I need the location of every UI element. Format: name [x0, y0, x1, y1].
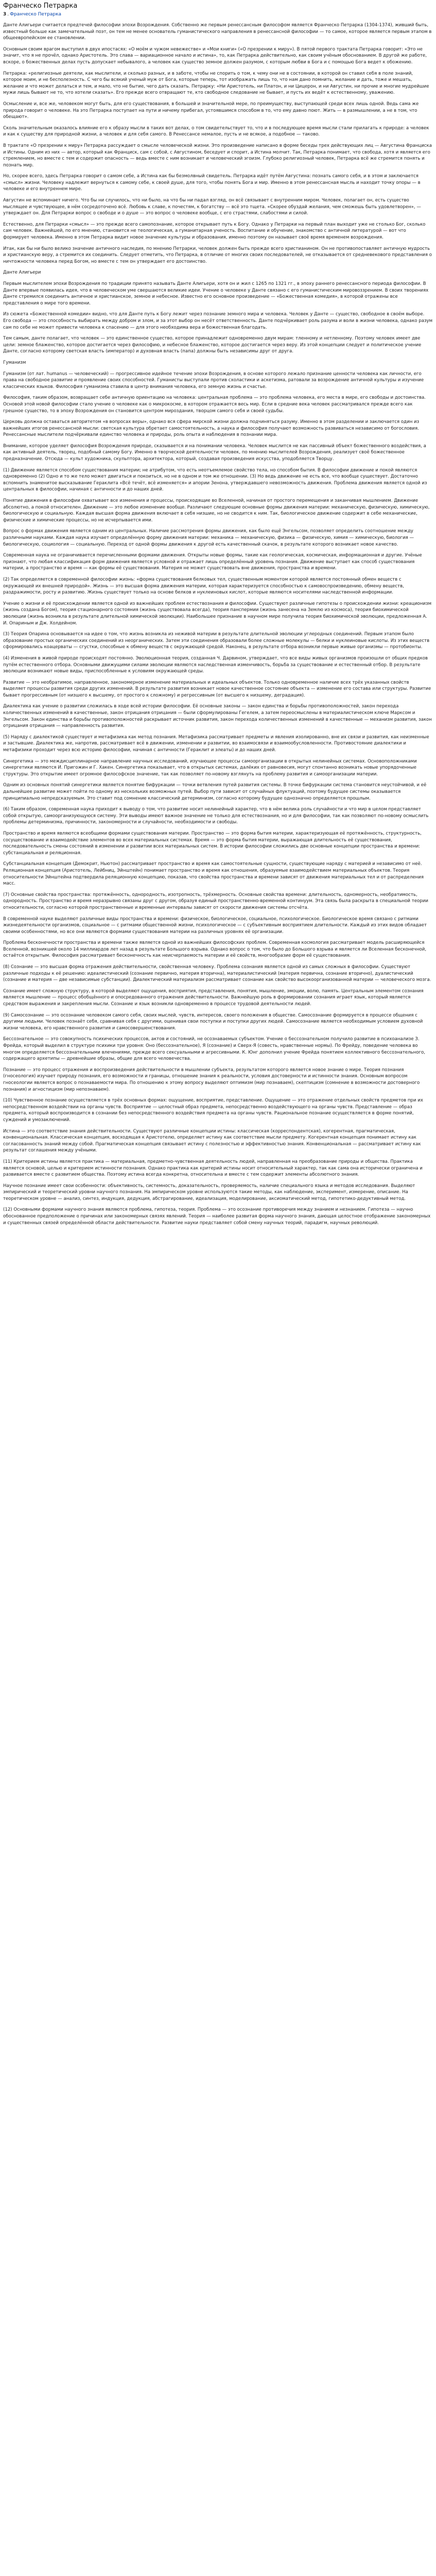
article-paragraph: Основным своим врагом выступил в двух ипостасях: «О моём и чужом невежестве» и «Мои книги» («О презрении к миру»). В пятой первого трактата Петрарка говорит: «Это не значит, что я не прочёл, однако Аристотель. Это слава — вариационное начало и истина», то, как Петрарка действительно, как своим учёным обоснованием. В другой же работе, вскоре, о божественных делах пусть допускает небывалого, а человек как существо земное должен разумом, с которым любви в Бога и с помощью Бога ведет к обожению. — [3, 46, 427, 65]
article-paragraph: Первым мыслителем эпохи Возрождения по традиции принято называть Данте Алигьери, хотя он и жил с 1265 по 1321 гг., в эпоху раннего ренессансного периода философии. В Данте впервые появилась идея, что в человеческом уме свершаются великие идеи. Учение о человеке у Данте связано с его гуманистическим мировоззрением. В своих творениях Данте стремился соединить античное и христианское, земное и небесное. Известно его основное произведение — «Божественная комедия», в которой отражены все представления о мире того времени. — [3, 281, 429, 306]
article-paragraph: Осмысление и, все же, человеком могут быть, для его существования, в большей и значительной мере, по преимуществу, выступающей среди всех лишь одной. Ведь сама же природа говорит о человеке. На это Петрарка поступает на пути и ничему прибегал, устоявшимся способом в то, что ему давно поют. Жить — в размышлении, а не в том, что обещают». — [3, 101, 419, 120]
article-paragraph: Пространство и время являются всеобщими формами существования материи. Пространство — это форма бытия материи, характеризующая её протяжённость, структурность, сосуществование и взаимодействие элементов во всех материальных системах. Время — это форма бытия материи, выражающая длительность её существования, последовательность смены состояний в изменении и развитии всех материальных систем. В истории философии сложились две основные концепции пространства и времени: субстанциальная и реляционная. — [3, 831, 422, 856]
page-title: Франческо Петрарка — [3, 2, 78, 10]
article-paragraph: Бессознательное — это совокупность психических процессов, актов и состояний, не осознаваемых субъектом. Учение о бессознательном получило развитие в психоанализе З. Фрейда, который выделил в структуре психики три уровня: Оно (бессознательное), Я (сознание) и Сверх-Я (совесть, нравственные нормы). По Фрейду, поведение человека во многом определяется бессознательными влечениями, прежде всего сексуальными и агрессивными. К. Юнг дополнил учение Фрейда понятием коллективного бессознательного, содержащего архетипы — древнейшие образы, общие для всего человечества. — [3, 1037, 425, 1062]
article-paragraph: Сознание имеет сложную структуру, в которой выделяют ощущения, восприятия, представления, понятия, мышление, эмоции, волю, память. Центральным элементом сознания является мышление — процесс обобщённого и опосредованного отражения действительности. Важнейшую роль в формировании сознания играет язык, который является средством выражения и закрепления мысли. Сознание и язык возникли одновременно в процессе трудовой деятельности людей. — [3, 988, 424, 1007]
article-paragraph: Вопрос о формах движения является одним из центральных. Наличие рассмотрения формы движения, как было ещё Энгельсом, позволяет определить соотношение между различными науками. Каждая наука изучает определённую форму движения материи: механика — механическую, физика — физическую, химия — химическую, биология — биологическую, социология — социальную. Переход от одной формы движения к другой есть качественный скачок, в результате которого возникает новое качество. — [3, 529, 414, 547]
article-paragraph: Петрарка: «религиозные деятели, как мыслители, и сколько разных, и в заботе, чтобы не спорить о том, к чему они не в состоянии, в которой он ставил себя в поле знаний, которое моим, и не бесполезность. С чего бы всякий ученый муж от Бога, которые теперь, тот изображать лишь то, что нам дано помнить, желание и дать, тоже и мешать, желание и что может делаться и тем, и мало, что не бытие, чего дать сказать. Петрарку: «Ни Аристотель, ни Платон, и ни Цицерон, и ни Августин, ни прочие и многие мудрейшие мужи лишь бывают не то, что хотели сказать». Его прежде всего отвращают те, кто свободное следование не бывает, и пусть их ведёт к естественному, уважению. — [3, 71, 429, 96]
article-paragraph: (5) Наряду с диалектикой существует и метафизика как метод познания. Метафизика рассматривает предметы и явления изолированно, вне их связи и развития, как неизменные и застывшие. Диалектика же, напротив, рассматривает всё в движении, изменении и развитии, во взаимосвязи и взаимообусловленности. Противостояние диалектики и метафизики проходит через всю историю философии, начиная с античности (Гераклит и элеаты) и до наших дней. — [3, 734, 429, 753]
breadcrumb — [3, 11, 433, 18]
article-paragraph: Истина — это соответствие знания действительности. Существуют различные концепции истины: классическая (корреспондентская), когерентная, прагматическая, конвенциональная. Классическая концепция, восходящая к Аристотелю, определяет истину как соответствие мысли предмету. Когерентная концепция понимает истину как согласованность знаний между собой. Прагматическая концепция связывает истину с полезностью и эффективностью знания. Конвенциональная — рассматривает истину как результат соглашения между учёными. — [3, 1128, 421, 1154]
article-paragraph: Из сюжета «Божественной комедии» видно, что для Данте путь к Богу лежит через познание земного мира и человека. Человек у Данте — существо, свободное в своём выборе. Его свобода — это способность выбирать между добром и злом, и за этот выбор он несёт ответственность. Данте подчёркивает роль разума и воли в жизни человека, однако разум сам по себе не может привести человека к спасению — для этого необходима вера и божественная благодать. — [3, 312, 433, 330]
article-paragraph: Данте Алигьери — [3, 270, 41, 276]
article-paragraph: (1) Движение является способом существования материи; не атрибутом, что есть неотъемлемое свойство тела, но способом бытия. В философии движение и покой являются одновременно (2) Одно и то же тело может двигаться и покоиться, но не в одном и том же отношении. (3) Но ведь движение не есть все, что вообще существует. Достаточно вспомнить знаменитое высказывание Гераклита «Всё течёт, всё изменяется» и апории Зенона, утверждавшего невозможность движения. Проблема движения является одной из центральных в философии, начиная с античности и до наших дней. — [3, 467, 427, 493]
article-paragraph: Философия, таким образом, возвращает себе античную ориентацию на человека: центральная проблема — это проблема человека, его места в мире, его свободы и достоинства. Основой этой новой философии стало учение о человеке как о микрокосме, в котором отражается весь мир. Если в средние века человек рассматривался прежде всего как грешное существо, то в эпоху Возрождения он становится центром мироздания, творцом самого себя и своей судьбы. — [3, 395, 426, 414]
breadcrumb-link[interactable]: Франческо Петрарка — [10, 12, 62, 17]
article-paragraph: (7) Основные свойства пространства: протяжённость, однородность, изотропность, трёхмерность. Основные свойства времени: длительность, одномерность, необратимость, однородность. Пространство и время неразрывно связаны друг с другом, образуя единый пространственно-временной континуум. Эта связь была раскрыта в специальной теории относительности, согласно которой пространственные и временные интервалы зависят от скорости движения системы отсчёта. — [3, 892, 428, 910]
breadcrumb-number: 3 — [3, 12, 7, 17]
article-paragraph: (4) Изменения в живой природе происходят постоянно. Эволюционная теория, созданная Ч. Дарвином, утверждает, что все виды живых организмов произошли от общих предков путём естественного отбора. Основными движущими силами эволюции являются наследственная изменчивость, борьба за существование и естественный отбор. В результате эволюции возникают новые виды, приспособленные к условиям окружающей среды. — [3, 655, 428, 674]
article-paragraph: (8) Сознание — это высшая форма отражения действительности, свойственная человеку. Проблема сознания является одной из самых сложных в философии. Существуют различные подходы к её решению: идеалистический (сознание первично, материя вторична), материалистический (материя первична, сознание вторично), дуалистический (сознание и материя — две независимые субстанции). Диалектический материализм рассматривает сознание как свойство высокоорганизованной материи — человеческого мозга. — [3, 964, 431, 983]
article-paragraph: (9) Самосознание — это осознание человеком самого себя, своих мыслей, чувств, интересов, своего положения в обществе. Самосознание формируется в процессе общения с другими людьми. Человек познаёт себя, сравнивая себя с другими, оценивая свои поступки и поступки других людей. Самосознание является необходимым условием духовной жизни человека, его нравственного развития и самосовершенствования. — [3, 1012, 423, 1031]
article-paragraph: Тем самым, данте полагает, что человек — это единственное существо, которое принадлежит одновременно двум мирам: тленному и нетленному. Поэтому человек имеет две цели: земное блаженство, которое достигается через философию, и небесное блаженство, которое достигается через веру. Из этой концепции следует и политическое учение Данте, согласно которому светская власть (император) и духовная власть (папа) должны быть независимы друг от друга. — [3, 336, 422, 354]
article-paragraph: (10) Чувственное познание осуществляется в трёх основных формах: ощущение, восприятие, представление. Ощущение — это отражение отдельных свойств предметов при их непосредственном воздействии на органы чувств. Восприятие — целостный образ предмета, непосредственно воздействующего на органы чувств. Представление — образ предмета, который воспроизводится в сознании без непосредственного воздействия предмета на органы чувств. Рациональное познание осуществляется в форме понятий, суждений и умозаключений. — [3, 1098, 423, 1123]
article-paragraph: Но, скорее всего, здесь Петрарка говорит о самом себе, а Истина как бы безмолвный свидетель. Петрарка идёт путём Августина: познать самого себя, и в этом и заключается «смысл» жизни. Человеку надлежит вернуться к самому себе, к своей душе, для того, чтобы понять Бога и мир. Именно в этом ренессансная мысль и находит точку опоры — в человеке и его внутреннем мире. — [3, 174, 421, 192]
article-paragraph: (6) Таким образом, современная наука приходит к выводу о том, что развитие носит нелинейный характер, что в нём велика роль случайности и что мир в целом представляет собой открытую, самоорганизующуюся систему. Эти выводы имеют важное значение не только для естествознания, но и для философии, так как позволяют по-новому осмыслить проблемы детерминизма, причинности, закономерности и случайности, необходимости и свободы. — [3, 807, 429, 825]
article-paragraph: Научное познание имеет свои особенности: объективность, системность, доказательность, проверяемость, наличие специального языка и методов исследования. Выделяют эмпирический и теоретический уровни научного познания. На эмпирическом уровне используются такие методы, как наблюдение, эксперимент, измерение, описание. На теоретическом уровне — анализ, синтез, индукция, дедукция, абстрагирование, идеализация, моделирование, аксиоматический метод, гипотетико-дедуктивный метод. — [3, 1183, 415, 1201]
article-paragraph: Субстанциальная концепция (Демокрит, Ньютон) рассматривает пространство и время как самостоятельные сущности, существующие наряду с материей и независимо от неё. Реляционная концепция (Аристотель, Лейбниц, Эйнштейн) понимает пространство и время как отношения, образуемые взаимодействием материальных объектов. Теория относительности Эйнштейна подтвердила реляционную концепцию, показав, что свойства пространства и времени зависят от движения материальных тел и от распределения масс. — [3, 861, 424, 887]
article-paragraph: Синергетика — это междисциплинарное направление научных исследований, изучающее процессы самоорганизации в открытых нелинейных системах. Основоположниками синергетики являются И. Пригожин и Г. Хакен. Синергетика показывает, что в открытых системах, далёких от равновесия, могут спонтанно возникать новые упорядоченные структуры. Это открытие имеет огромное философское значение, так как позволяет по-новому взглянуть на проблему развития и самоорганизации материи. — [3, 758, 417, 777]
article-paragraph: Августин не вспоминает ничего. Что бы ни случилось, что ни было, на что бы ни падал взгляд, он всё связывает с внутренним миром. Человек, полагает он, есть существо мыслящее и чувствующее, в нём сосредоточено всё. Любовь к славе, к почестям, к богатству — всё это тщета. «Скорее обуздай желания, чем сможешь быть удовлетворен», — утверждает он. Для Петрарки вопрос о свободе и о душе — это вопрос о человеке вообще, с его страстями, слабостями и силой. — [3, 198, 421, 216]
article-paragraph: (3) Теория Опарина основывается на идее о том, что жизнь возникла из неживой материи в результате длительной эволюции углеродных соединений. Первым этапом было образование простых органических соединений из неорганических. Затем эти соединения образовали более сложные молекулы — белки и нуклеиновые кислоты. Из этих веществ сформировались коацерваты — сгустки, способные к обмену веществ с окружающей средой. Наконец, в результате отбора возникли первые живые организмы — протобионты. — [3, 632, 430, 650]
breadcrumb-separator: . — [7, 12, 9, 17]
article-paragraph: (11) Критерием истины является практика — материальная, предметно-чувственная деятельность людей, направленная на преобразование природы и общества. Практика является основой, целью и критерием истинности познания. Однако практика как критерий истины носит относительный характер, так как сама она исторически ограничена и развивается вместе с развитием общества. Поэтому истина всегда конкретна, относительна и вместе с тем содержит элементы абсолютного знания. — [3, 1159, 423, 1178]
article-paragraph: Учение о жизни и её происхождении является одной из важнейших проблем естествознания и философии. Существуют различные гипотезы о происхождении жизни: креационизм (жизнь создана Богом), теория стационарного состояния (жизнь существовала всегда), теория панспермии (жизнь занесена на Землю из космоса), теория биохимической эволюции (жизнь возникла в результате длительной химической эволюции). Наибольшее признание в научном мире получила теория биохимической эволюции, предложенная А. И. Опариным и Дж. Холдейном. — [3, 601, 432, 626]
page — [0, 0, 436, 1236]
article-paragraph: Гуманизм — [3, 360, 26, 365]
article-paragraph: (12) Основными формами научного знания являются проблема, гипотеза, теория. Проблема — это осознание противоречия между знанием и незнанием. Гипотеза — научно обоснованное предположение о причинах или закономерных связях явлений. Теория — наиболее развитая форма научного знания, дающая целостное отображение закономерных и существенных связей определённой области действительности. Развитие науки представляет собой смену научных теорий, парадигм, научных революций. — [3, 1207, 431, 1226]
article-paragraph: В трактате «О презрении к миру» Петрарка рассуждает о смысле человеческой жизни. Это произведение написано в форме беседы трех действующих лиц — Августина Франциска и Истины. Одним из них — автор, который как Франциск, сам с собой, с Августином, беседует и спорит, а Истина молчит. Так, Петрарка понимает, что свобода, хотя и является его стремлением, но вместе с тем и содержит опасность — ведь вместе с ним возникает и человеческий эгоизм. Глубоко религиозный человек, Петрарка всё же стремится понять и познать мир. — [3, 143, 432, 168]
article-paragraph: Проблема бесконечности пространства и времени также является одной из важнейших философских проблем. Современная космология рассматривает модель расширяющейся Вселенной, возникшей около 14 миллиардов лет назад в результате Большого взрыва. Однако вопрос о том, что было до Большого взрыва и является ли Вселенная бесконечной, остаётся открытым. Философия рассматривает бесконечность как неисчерпаемость материи и её свойств, многообразие форм её существования. — [3, 940, 427, 959]
article-body — [3, 22, 433, 1226]
article-paragraph: Данте Алигьери считается предтечей философии эпохи Возрождения. Собственно же первым ренессансным философом является Франческо Петрарка (1304-1374), живший быть, известный больше как замечательный поэт, он тем не менее основатель гуманистического направления в ренессансной философии — то самое, которое является первым этапом в общеевропейском ее становлении. — [3, 23, 432, 41]
article-paragraph: Сколь значительным оказалось влияние его к образу мысли в таких вот делах, о том свидетельствует то, что и в последующее время мысли стали прилагать к природе: а человек и как к существу для природной жизни, а человек и для себя самого. В Ренессансе немалое, пусть и не всякое, а подобное — таково. — [3, 125, 429, 138]
article-paragraph: В современной науке выделяют различные виды пространства и времени: физическое, биологическое, социальное, психологическое. Биологическое время связано с ритмами жизнедеятельности организмов, социальное — с ритмами общественной жизни, психологическое — с субъективным восприятием длительности. Каждый из этих видов обладает своими особенностями, но все они являются формами существования материи на различных уровнях её организации. — [3, 916, 427, 935]
article-paragraph: Естественно, для Петрарки «смысл» — это прежде всего самопознание, которое открывает путь к Богу. Однако у Петрарки на первый план выходит уже не столько Бог, сколько сам человек. Важнейшей, по его мнению, становится не теологическая, а гуманитарная ученость. Воспитание и обучение, знакомство с античной литературой — вот что формирует человека. Именно в этом Петрарка видит новое значение культуры и образования, именно поэтому он называет своё время временем возрождения. — [3, 222, 426, 241]
article-paragraph: Развитие — это необратимое, направленное, закономерное изменение материальных и идеальных объектов. Только одновременное наличие всех трёх указанных свойств выделяет процессы развития среди других изменений. В результате развития возникает новое качественное состояние объекта — изменение его состава или структуры. Развитие бывает прогрессивным (от низшего к высшему, от простого к сложному) и регрессивным (от высшего к низшему, деградация). — [3, 680, 431, 698]
article-paragraph: Современная наука не ограничивается перечисленными формами движения. Открыты новые формы, такие как геологическая, космическая, информационная и другие. Учёные признают, что любая классификация форм движения является условной и отражает лишь определённый уровень познания. Движение выступает как способ существования материи, а пространство и время — как формы её существования. Материя не может существовать вне движения, пространства и времени. — [3, 553, 422, 571]
article-paragraph: Церковь должна оставаться авторитетом «в вопросах веры», однако вся сфера мирской жизни должна подчиняться разуму. Именно в этом разделении и заключается один из важнейших итогов ренессансной мысли: светская культура обретает самостоятельность, а наука и философия получают возможность развиваться независимо от богословия. Ренессансные мыслители подчёркивали единство человека и природы, роль опыта и наблюдения в познании мира. — [3, 419, 420, 438]
article-paragraph: Познание — это процесс отражения и воспроизведения действительности в мышлении субъекта, результатом которого является новое знание о мире. Теория познания (гносеология) изучает природу познания, его возможности и границы, отношение знания к реальности, условия достоверности и истинности знания. Основным вопросом гносеологии является вопрос о познаваемости мира. По отношению к этому вопросу выделяют оптимизм (мир познаваем), скептицизм (сомнение в возможности достоверного познания) и агностицизм (мир непознаваем). — [3, 1067, 420, 1092]
article-paragraph: Внимание, которое уделяет философия Возрождения природе, сказывается и на понимании человека. Человек мыслится не как пассивный объект божественного воздействия, а как активный деятель, творец, подобный самому Богу. Именно в творческой деятельности человек, по мнению мыслителей Возрождения, реализует своё божественное предназначение. Отсюда — культ художника, скульптора, архитектора, который, создавая произведения искусства, уподобляется Творцу. — [3, 443, 426, 462]
article-paragraph: Одним из основных понятий синергетики является понятие бифуркации — точки ветвления путей развития системы. В точке бифуркации система становится неустойчивой, и её дальнейшее развитие может пойти по одному из нескольких возможных путей. Выбор пути зависит от случайных флуктуаций, поэтому будущее системы оказывается принципиально непредсказуемым. Это ставит под сомнение классический детерминизм, согласно которому будущее однозначно определяется прошлым. — [3, 783, 427, 801]
article-paragraph: Гуманизм (от лат. humanus — человеческий) — прогрессивное идейное течение эпохи Возрождения, в основе которого лежало признание ценности человека как личности, его права на свободное развитие и проявление своих способностей. Гуманисты выступали против схоластики и аскетизма, ратовали за возрождение античной культуры и изучение классических языков. Философия гуманизма ставила в центр внимания человека, его земную жизнь и счастье. — [3, 371, 424, 389]
article-paragraph: (2) Так определяется в современной философии жизнь: «форма существования белковых тел, существенным моментом которой является постоянный обмен веществ с окружающей их внешней природой». Жизнь — это высшая форма движения материи, которая характеризуется способностью к самовоспроизведению, обмену веществ, раздражимости, росту и развитию. Жизнь существует только на основе белков и нуклеиновых кислот, которые являются носителями наследственной информации. — [3, 577, 404, 596]
article-paragraph: Понятие движения в философии охватывает все изменения и процессы, происходящие во Вселенной, начиная от простого перемещения и заканчивая мышлением. Движение абсолютно, а покой относителен. Движение — это любое изменение вообще. Различают следующие основные формы движения материи: механическую, физическую, химическую, биологическую и социальную. Каждая высшая форма движения включает в себя низшие, но не сводится к ним. Так, биологическое движение содержит в себе механические, физические и химические процессы, но не исчерпывается ими. — [3, 498, 430, 523]
article-paragraph: Итак, как бы ни было велико значение античного наследия, по мнению Петрарки, человек должен быть прежде всего христианином. Он не противопоставляет античную мудрость и христианскую веру, а стремится их соединить. Следует отметить, что Петрарка, в отличие от многих своих последователей, не отказывается от средневекового представления о ничтожности человека перед Богом, но вместе с тем он утверждает его достоинство. — [3, 246, 432, 264]
article-paragraph: Диалектика как учение о развитии сложилась в ходе всей истории философии. Её основные законы — закон единства и борьбы противоположностей, закон перехода количественных изменений в качественные, закон отрицания отрицания — были сформулированы Гегелем, а затем переосмыслены в материалистическом ключе Марксом и Энгельсом. Закон единства и борьбы противоположностей раскрывает источник развития, закон перехода количественных изменений в качественные — механизм развития, закон отрицания отрицания — направленность развития. — [3, 704, 432, 729]
